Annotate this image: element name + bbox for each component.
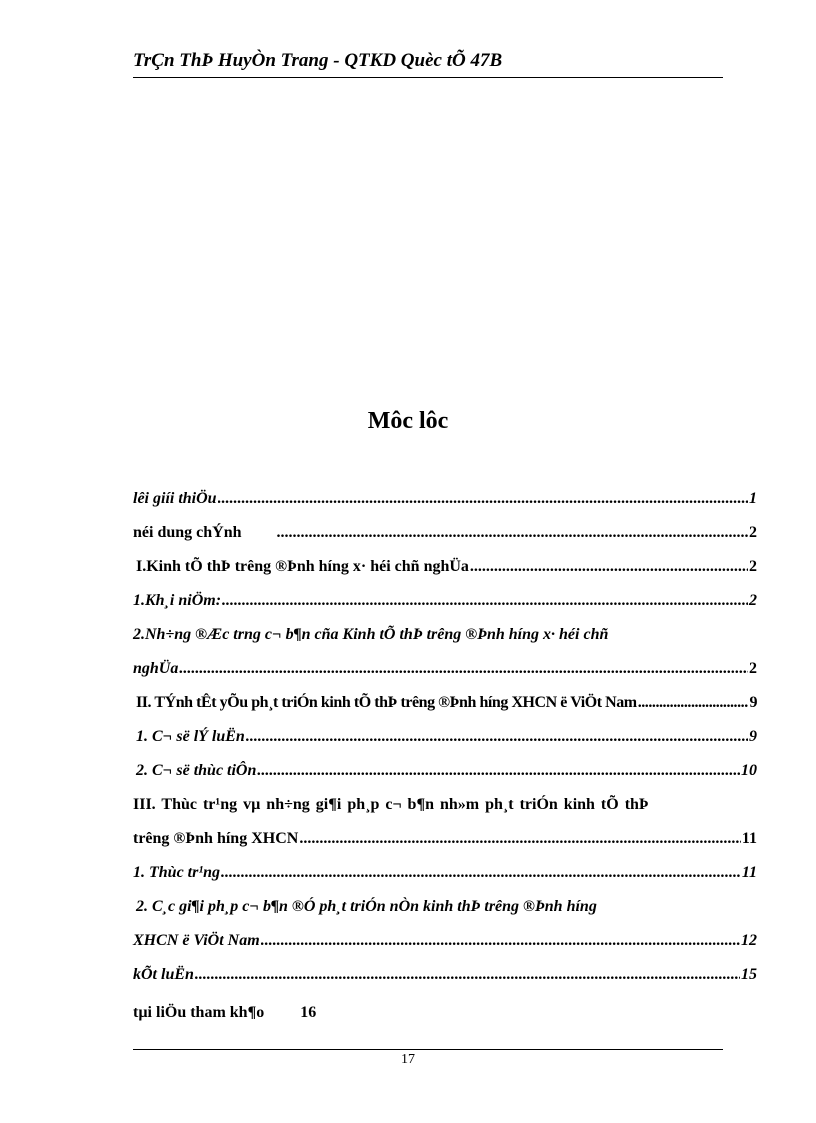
toc-entry-label-continued: XHCN ë ViÖt Nam [133,932,260,949]
toc-entry-label-continued: nghÜa [133,660,179,677]
toc-entry-3-2[interactable] [133,890,757,958]
toc-entry-label: 2. C¬ së thùc tiÔn [136,762,257,779]
toc-entry-label: lêi giíi thiÖu [133,490,217,507]
dot-leader [222,584,748,618]
header-rule [133,77,723,78]
dot-leader [246,720,748,754]
toc-entry-label: kÕt luËn [133,966,194,983]
toc-page-number: 10 [741,762,757,779]
dot-leader [221,856,741,890]
toc-page-number: 12 [741,932,757,949]
toc-page-number: 2 [749,524,757,541]
toc-entry-label: 1. C¬ së lÝ luËn [136,728,245,745]
toc-entry-3-1[interactable] [133,856,757,890]
table-of-contents [133,482,757,1030]
page-number: 17 [401,1052,415,1067]
page-title: Môc lôc [367,408,449,434]
toc-entry-conclusion[interactable] [133,958,757,992]
toc-entry-section-1[interactable] [133,550,757,584]
toc-entry-label: néi dung chÝnh [133,524,242,541]
toc-entry-references[interactable] [133,996,757,1030]
dot-leader [257,754,740,788]
toc-entry-section-2[interactable] [133,686,757,720]
toc-entry-label: 2.Nh÷ng ®Æc trng c¬ b¶n cña Kinh tÕ thÞ trêng ®Þnh híng x· héi chñ [133,626,609,643]
dot-leader [195,958,740,992]
dot-leader [179,652,748,686]
footer-rule [133,1049,723,1050]
dot-leader [261,924,740,958]
toc-entry-2-2[interactable] [133,754,757,788]
toc-entry-label: 1.Kh¸i niÖm: [133,592,222,609]
toc-entry-section-3[interactable] [133,788,757,856]
toc-entry-label-continued: trêng ®Þnh híng XHCN [133,830,299,847]
toc-entry-2-1[interactable] [133,720,757,754]
dot-leader [277,516,749,550]
toc-page-number: 11 [741,864,757,881]
toc-entry-label: 1. Thùc tr¹ng [133,864,221,881]
toc-entry-1-2[interactable] [133,618,757,686]
dot-leader [470,550,748,584]
toc-entry-main-content[interactable] [133,516,757,550]
toc-page-number: 2 [749,592,757,609]
toc-page-number: 2 [749,660,757,677]
toc-entry-label: 2. C¸c gi¶i ph¸p c¬ b¶n ®Ó ph¸t triÓn nÒn kinh thÞ trêng ®Þnh híng [136,898,597,915]
toc-page-number: 15 [741,966,757,983]
toc-entry-1-1[interactable] [133,584,757,618]
toc-page-number: 9 [749,728,757,745]
toc-entry-label: I.Kinh tÕ thÞ trêng ®Þnh híng x· héi chñ nghÜa [136,558,469,575]
toc-page-number: 1 [749,490,757,507]
running-header: TrÇn ThÞ HuyÒn Trang - QTKD Quèc tÕ 47B [133,50,503,71]
toc-entry-label: III. Thùc tr¹ng vµ nh÷ng gi¶i ph¸p c¬ b¶n nh»m ph¸t triÓn kinh tÕ thÞ [133,796,649,813]
dot-leader [638,686,749,720]
toc-entry-label: II. TÝnh tÊt yÕu ph¸t triÓn kinh tÕ thÞ trêng ®Þnh híng XHCN ë ViÖt Nam [136,694,637,711]
toc-page-number: 9 [749,694,757,711]
dot-leader [299,822,741,856]
toc-entry-introduction[interactable] [133,482,757,516]
toc-page-number: 16 [300,1004,317,1021]
toc-page-number: 11 [741,830,757,847]
toc-entry-label: tµi liÖu tham kh¶o [133,1004,265,1021]
dot-leader [218,482,748,516]
toc-page-number: 2 [749,558,757,575]
